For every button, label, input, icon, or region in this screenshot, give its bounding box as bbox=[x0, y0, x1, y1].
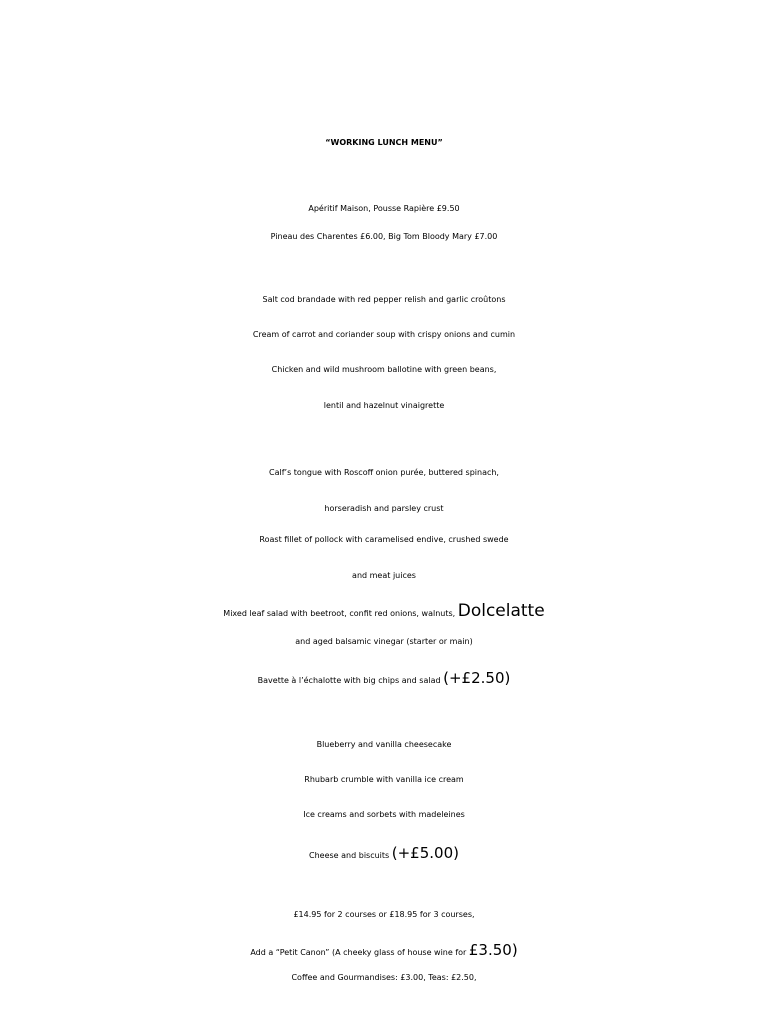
main-calfs-tongue: Calf’s tongue with Roscoff onion purée, buttered spinach, bbox=[269, 468, 499, 477]
petit-canon-price: £3.50) bbox=[468, 941, 518, 959]
main-bavette-text: Bavette à l’échalotte with big chips and salad bbox=[257, 676, 441, 685]
price-line: £14.95 for 2 courses or £18.95 for 3 courses, bbox=[293, 910, 475, 919]
dessert-cheesecake: Blueberry and vanilla cheesecake bbox=[316, 740, 452, 749]
main-mixed-leaf-salad bbox=[0, 603, 768, 620]
starter-carrot-soup: Cream of carrot and coriander soup with crispy onions and cumin bbox=[252, 330, 516, 339]
main-mixed-leaf-salad-text: Mixed leaf salad with beetroot, confit red onions, walnuts, bbox=[223, 609, 456, 618]
coffee-line: Coffee and Gourmandises: £3.00, Teas: £2.50, bbox=[291, 973, 477, 982]
menu-title: “WORKING LUNCH MENU” bbox=[325, 138, 443, 147]
main-bavette-supplement: (+£2.50) bbox=[443, 669, 511, 687]
dessert-cheese-biscuits bbox=[0, 846, 768, 861]
main-mixed-leaf-salad-cheese: Dolcelatte bbox=[457, 601, 545, 621]
aperitif-line-1: Apéritif Maison, Pousse Rapière £9.50 bbox=[308, 204, 460, 213]
dessert-ice-creams: Ice creams and sorbets with madeleines bbox=[303, 810, 465, 819]
starter-chicken-ballotine-detail: lentil and hazelnut vinaigrette bbox=[323, 401, 445, 410]
dessert-cheese-biscuits-text: Cheese and biscuits bbox=[309, 851, 390, 860]
main-bavette bbox=[0, 671, 768, 686]
aperitif-line-2: Pineau des Charentes £6.00, Big Tom Bloody Mary £7.00 bbox=[270, 232, 498, 241]
starter-salt-cod: Salt cod brandade with red pepper relish and garlic croûtons bbox=[262, 295, 506, 304]
petit-canon-text: Add a “Petit Canon” (A cheeky glass of house wine for bbox=[250, 948, 467, 957]
dessert-rhubarb-crumble: Rhubarb crumble with vanilla ice cream bbox=[304, 775, 464, 784]
dessert-cheese-biscuits-supplement: (+£5.00) bbox=[391, 844, 459, 862]
main-pollock: Roast fillet of pollock with caramelised endive, crushed swede bbox=[259, 535, 509, 544]
petit-canon-line bbox=[0, 943, 768, 958]
main-calfs-tongue-detail: horseradish and parsley crust bbox=[324, 504, 444, 513]
starter-chicken-ballotine: Chicken and wild mushroom ballotine with green beans, bbox=[271, 365, 497, 374]
main-pollock-detail: and meat juices bbox=[352, 571, 416, 580]
main-mixed-leaf-salad-detail: and aged balsamic vinegar (starter or main) bbox=[295, 637, 473, 646]
